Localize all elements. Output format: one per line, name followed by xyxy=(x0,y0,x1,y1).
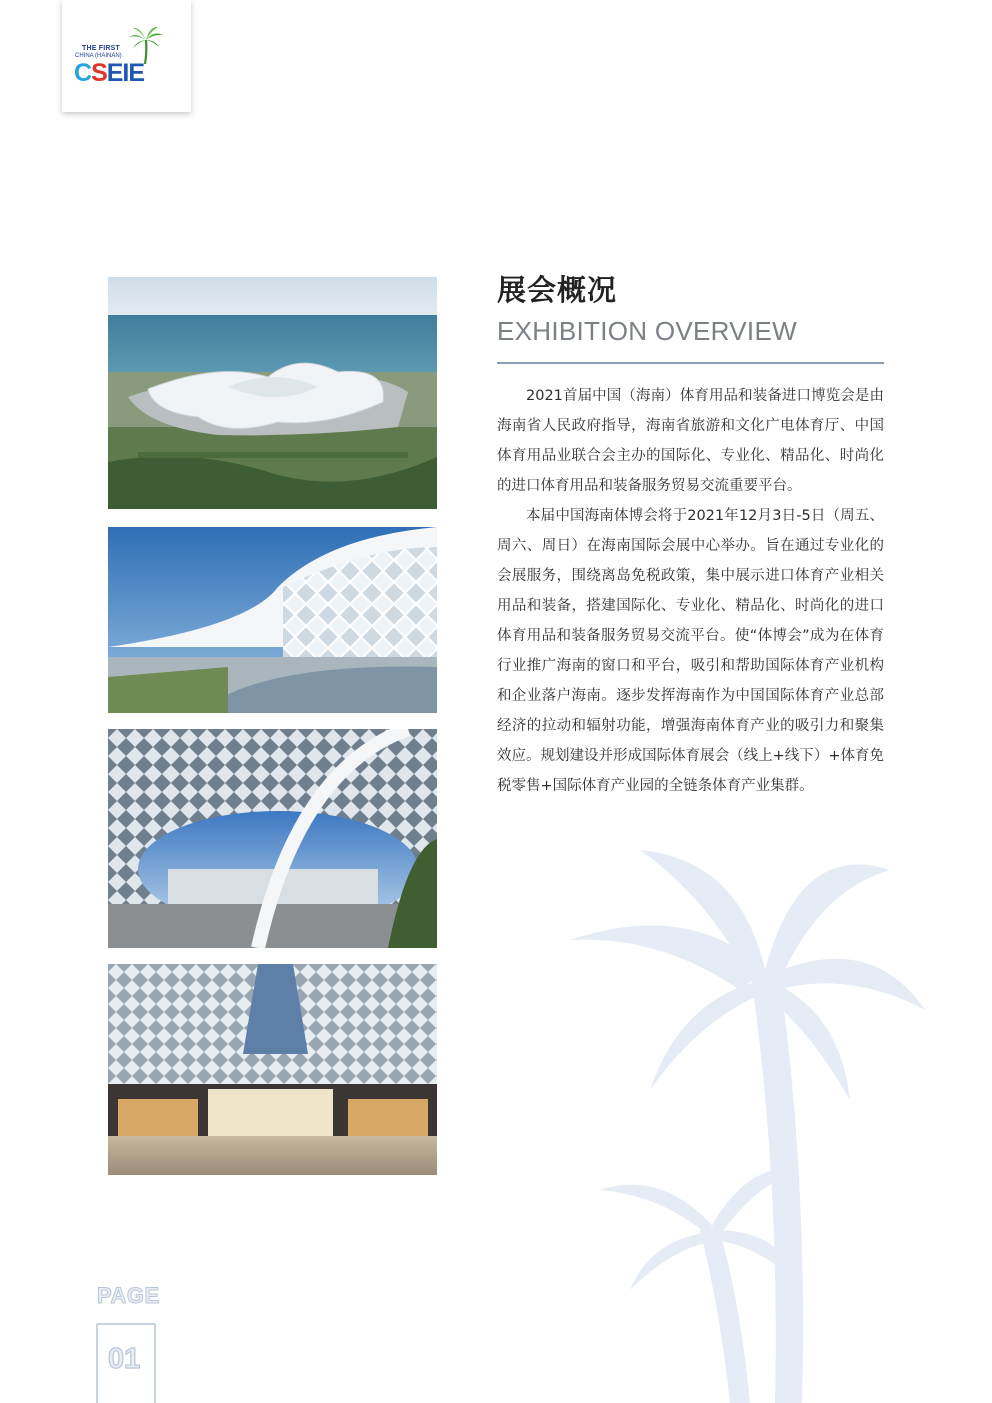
page-title-cn: 展会概况 xyxy=(497,273,618,307)
page-number: 01 xyxy=(108,1343,141,1375)
overview-body xyxy=(497,381,884,801)
logo-wordmark: CSEIE xyxy=(74,59,145,87)
photo-dutyfree-interior xyxy=(108,964,437,1175)
overview-paragraph-2: 本届中国海南体博会将于2021年12月3日-5日（周五、周六、周日）在海南国际会展中心举办。旨在通过专业化的会展服务，围绕离岛免税政策，集中展示进口体育产业相关用品和装备，搭建国际化、专业化、精品化、时尚化的进口体育用品和装备服务贸易交流平台。使“体博会”成为在体育行业推广海南的窗口和平台，吸引和帮助国际体育产业机构和企业落户海南。逐步发挥海南作为中国国际体育产业总部经济的拉动和辐射功能，增强海南体育产业的吸引力和聚集效应。规划建设并形成国际体育展会（线上+线下）+体育免税零售+国际体育产业园的全链条体育产业集群。 xyxy=(497,508,884,794)
palm-watermark-icon xyxy=(540,840,940,1403)
logo-line-2: CHINA (HAINAN) xyxy=(75,53,122,59)
photo-facade-reflecting-pool xyxy=(108,527,437,713)
photo-aerial-convention-center xyxy=(108,277,437,509)
page-label: PAGE xyxy=(97,1283,160,1308)
photo-arch-courtyard xyxy=(108,729,437,948)
logo-tab xyxy=(62,0,191,112)
page-title-en: EXHIBITION OVERVIEW xyxy=(497,316,797,346)
logo-line-1: THE FIRST xyxy=(82,45,120,52)
title-divider xyxy=(497,362,884,364)
overview-paragraph-1: 2021首届中国（海南）体育用品和装备进口博览会是由海南省人民政府指导，海南省旅游和文化广电体育厅、中国体育用品业联合会主办的国际化、专业化、精品化、时尚化的进口体育用品和装备服务贸易交流重要平台。 xyxy=(497,388,884,494)
